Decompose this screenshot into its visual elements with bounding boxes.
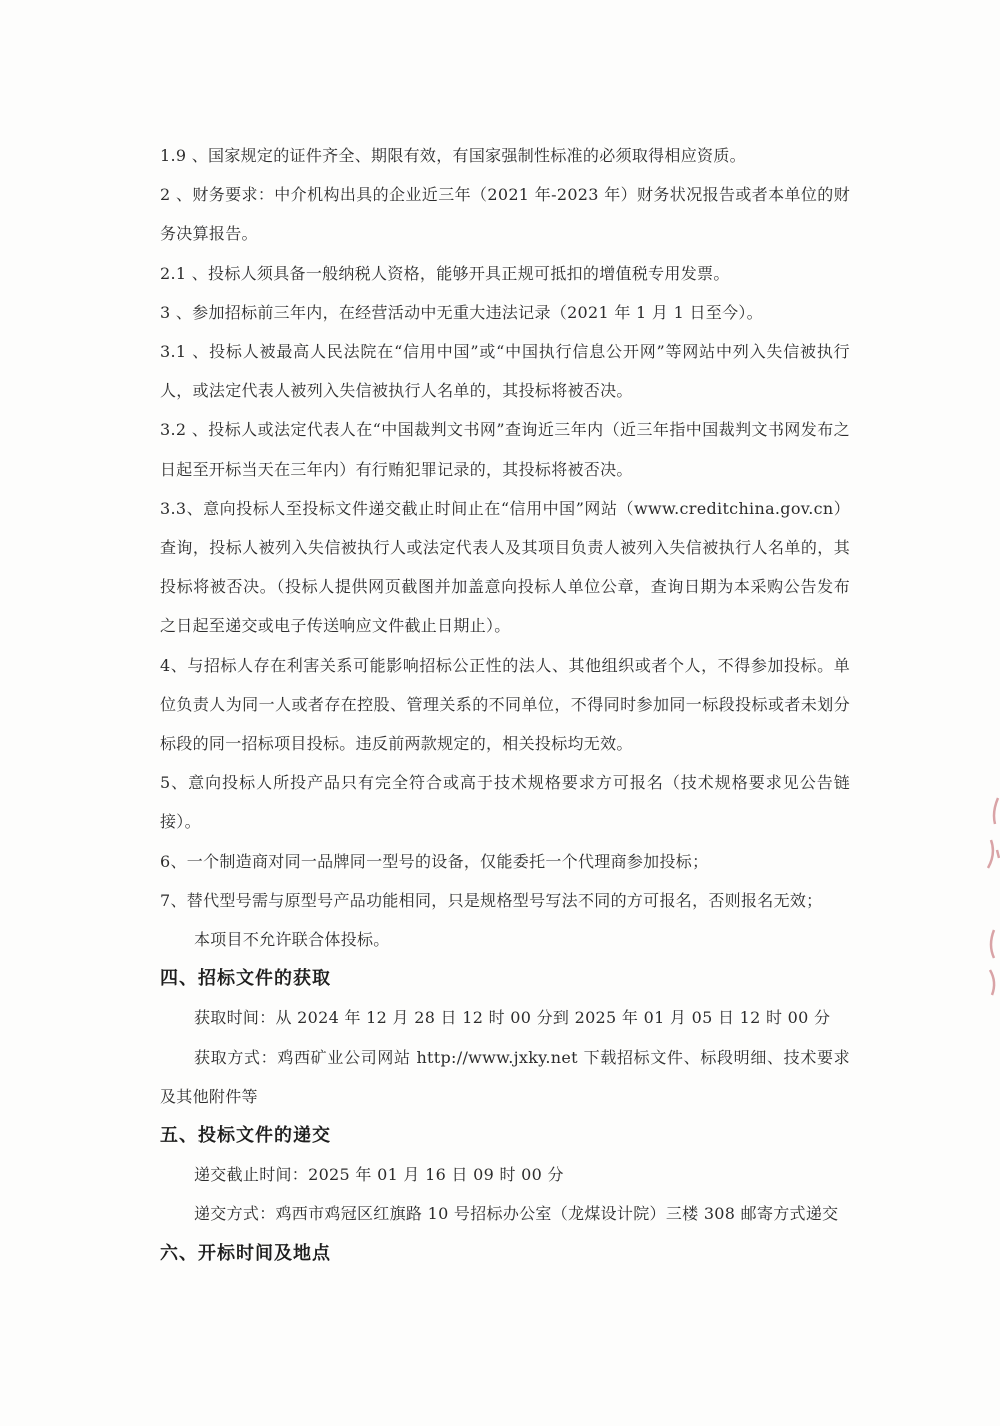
document-body [160, 136, 850, 1273]
clause-6-agent: 6、一个制造商对同一品牌同一型号的设备，仅能委托一个代理商参加投标； [160, 851, 709, 871]
clause-2-1-tax: 2.1 、投标人须具备一般纳税人资格，能够开具正规可抵扣的增值税专用发票。 [160, 263, 730, 283]
section-5-method: 递交方式：鸡西市鸡冠区红旗路 10 号招标办公室（龙煤设计院）三楼 308 邮寄方式递交 [194, 1204, 839, 1224]
clause-1-9: 1.9 、国家规定的证件齐全、期限有效，有国家强制性标准的必须取得相应资质。 [160, 146, 746, 165]
clause-4-conflict: 4、与招标人存在利害关系可能影响招标公正性的法人、其他组织或者个人，不得参加投标。单位负责人为同一人或者存在控股、管理关系的不同单位，不得同时参加同一标段投标或者未划分标段的同一招标项目投标。违反前两款规定的，相关投标均无效。 [160, 655, 850, 754]
clause-7-model: 7、替代型号需与原型号产品功能相同，只是规格型号写法不同的方可报名，否则报名无效； [160, 890, 823, 910]
section-5-heading: 五、投标文件的递交 [160, 1125, 331, 1147]
consortium-note: 本项目不允许联合体投标。 [194, 930, 390, 950]
section-6-heading: 六、开标时间及地点 [160, 1242, 331, 1264]
section-4-heading: 四、招标文件的获取 [160, 968, 331, 990]
clause-5-spec: 5、意向投标人所投产品只有完全符合或高于技术规格要求方可报名（技术规格要求见公告链接）。 [160, 773, 850, 832]
seal-stamp-edge [982, 790, 1000, 1000]
clause-3-3-credit-check: 3.3、意向投标人至投标文件递交截止时间止在“信用中国”网站（www.creditchina.gov.cn）查询，投标人被列入失信被执行人或法定代表人及其项目负责人被列入失信被执行人名单的，其投标将被否决。（投标人提供网页截图并加盖意向投标人单位公章，查询日期为本采购公告发布之日起至递交或电子传送响应文件截止日期止）。 [160, 498, 850, 636]
clause-3-1-dishonest: 3.1 、投标人被最高人民法院在“信用中国”或“中国执行信息公开网”等网站中列入失信被执行人，或法定代表人被列入失信被执行人名单的，其投标将被否决。 [160, 342, 850, 401]
section-4-time: 获取时间：从 2024 年 12 月 28 日 12 时 00 分到 2025 年 01 月 05 日 12 时 00 分 [194, 1008, 831, 1028]
section-4-method: 获取方式：鸡西矿业公司网站 http://www.jxky.net 下载招标文件、标段明细、技术要求及其他附件等 [160, 1047, 850, 1106]
clause-2-financial: 2 、财务要求：中介机构出具的企业近三年（2021 年-2023 年）财务状况报告或者本单位的财务决算报告。 [160, 185, 850, 244]
clause-3-record: 3 、参加招标前三年内，在经营活动中无重大违法记录（2021 年 1 月 1 日至今）。 [160, 302, 763, 322]
clause-3-2-bribery: 3.2 、投标人或法定代表人在“中国裁判文书网”查询近三年内（近三年指中国裁判文书网发布之日起至开标当天在三年内）有行贿犯罪记录的，其投标将被否决。 [160, 420, 850, 479]
section-5-deadline: 递交截止时间：2025 年 01 月 16 日 09 时 00 分 [194, 1165, 564, 1185]
